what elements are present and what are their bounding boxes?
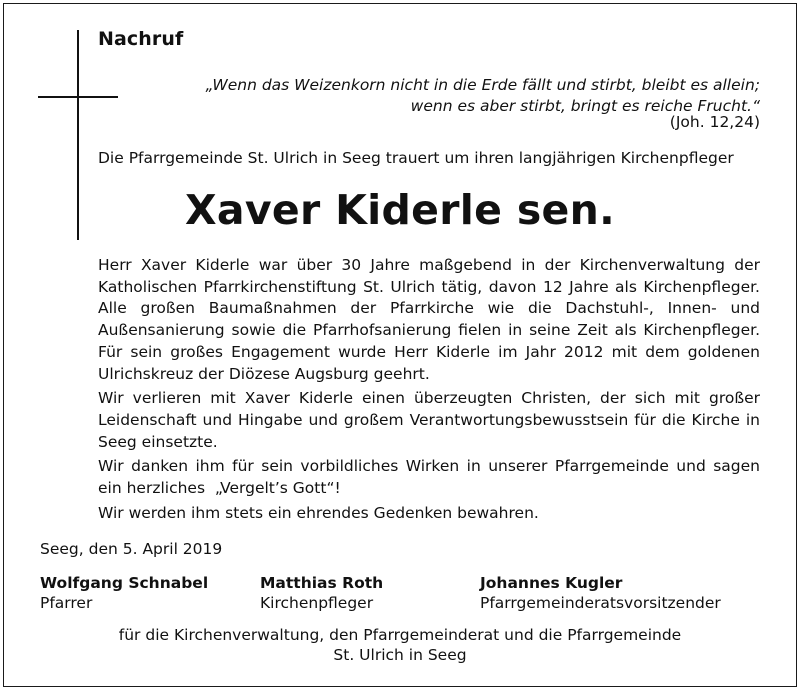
- signatory-name: Johannes Kugler: [480, 574, 623, 592]
- intro-line: Die Pfarrgemeinde St. Ulrich in Seeg trauert um ihren langjährigen Kirchenpfleger: [98, 149, 734, 167]
- signatory-role: Pfarrgemeinderatsvorsitzender: [480, 594, 721, 612]
- paragraph: Wir werden ihm stets ein ehrendes Gedenken bewahren.: [98, 503, 539, 522]
- bible-quote: [140, 75, 760, 117]
- obituary-body: [98, 255, 765, 527]
- cross-icon-bar: [38, 96, 118, 98]
- signatory: [260, 573, 383, 613]
- quote-reference: (Joh. 12,24): [669, 113, 760, 131]
- footer-note: [0, 625, 800, 665]
- signatory-name: Matthias Roth: [260, 574, 384, 592]
- footer-line-1: für die Kirchenverwaltung, den Pfarrgemeinderat und die Pfarrgemeinde: [118, 626, 682, 644]
- signatory: [480, 573, 721, 613]
- deceased-name: Xaver Kiderle sen.: [184, 186, 615, 234]
- paragraph: Wir danken ihm für sein vorbildliches Wirken in unserer Pfarrgemeinde und sagen ein herzliches „Vergelt’s Gott“!: [98, 457, 765, 498]
- quote-line-1: „Wenn das Weizenkorn nicht in die Erde fällt und stirbt, bleibt es allein;: [205, 76, 760, 94]
- footer-line-2: St. Ulrich in Seeg: [333, 646, 467, 664]
- signatory-role: Pfarrer: [40, 594, 93, 612]
- quote-line-2: wenn es aber stirbt, bringt es reiche Frucht.“: [410, 97, 760, 115]
- obituary-heading: Nachruf: [98, 28, 184, 50]
- paragraph: Wir verlieren mit Xaver Kiderle einen überzeugten Christen, der sich mit großer Leidenschaft und Hingabe und großem Verantwortungsbewusstsein für die Kirche in Seeg einsetzte.: [98, 389, 760, 451]
- place-date: Seeg, den 5. April 2019: [40, 540, 223, 558]
- signatory-name: Wolfgang Schnabel: [40, 574, 209, 592]
- signatory-role: Kirchenpfleger: [260, 594, 374, 612]
- paragraph: Herr Xaver Kiderle war über 30 Jahre maßgebend in der Kirchenverwaltung der Katholischen Pfarrkirchenstiftung St. Ulrich tätig, davon 12 Jahre als Kirchenpfleger. Alle großen Baumaßnahmen der Pfarrkirche wie die Dachstuhl-, Innen- und Außensanierung sowie die Pfarrhofsanierung fielen in seine Zeit als Kirchenpfleger. Für sein großes Engagement wurde Herr Kiderle im Jahr 2012 mit dem goldenen Ulrichskreuz der Diözese Augsburg geehrt.: [98, 256, 760, 383]
- signatory: [40, 573, 208, 613]
